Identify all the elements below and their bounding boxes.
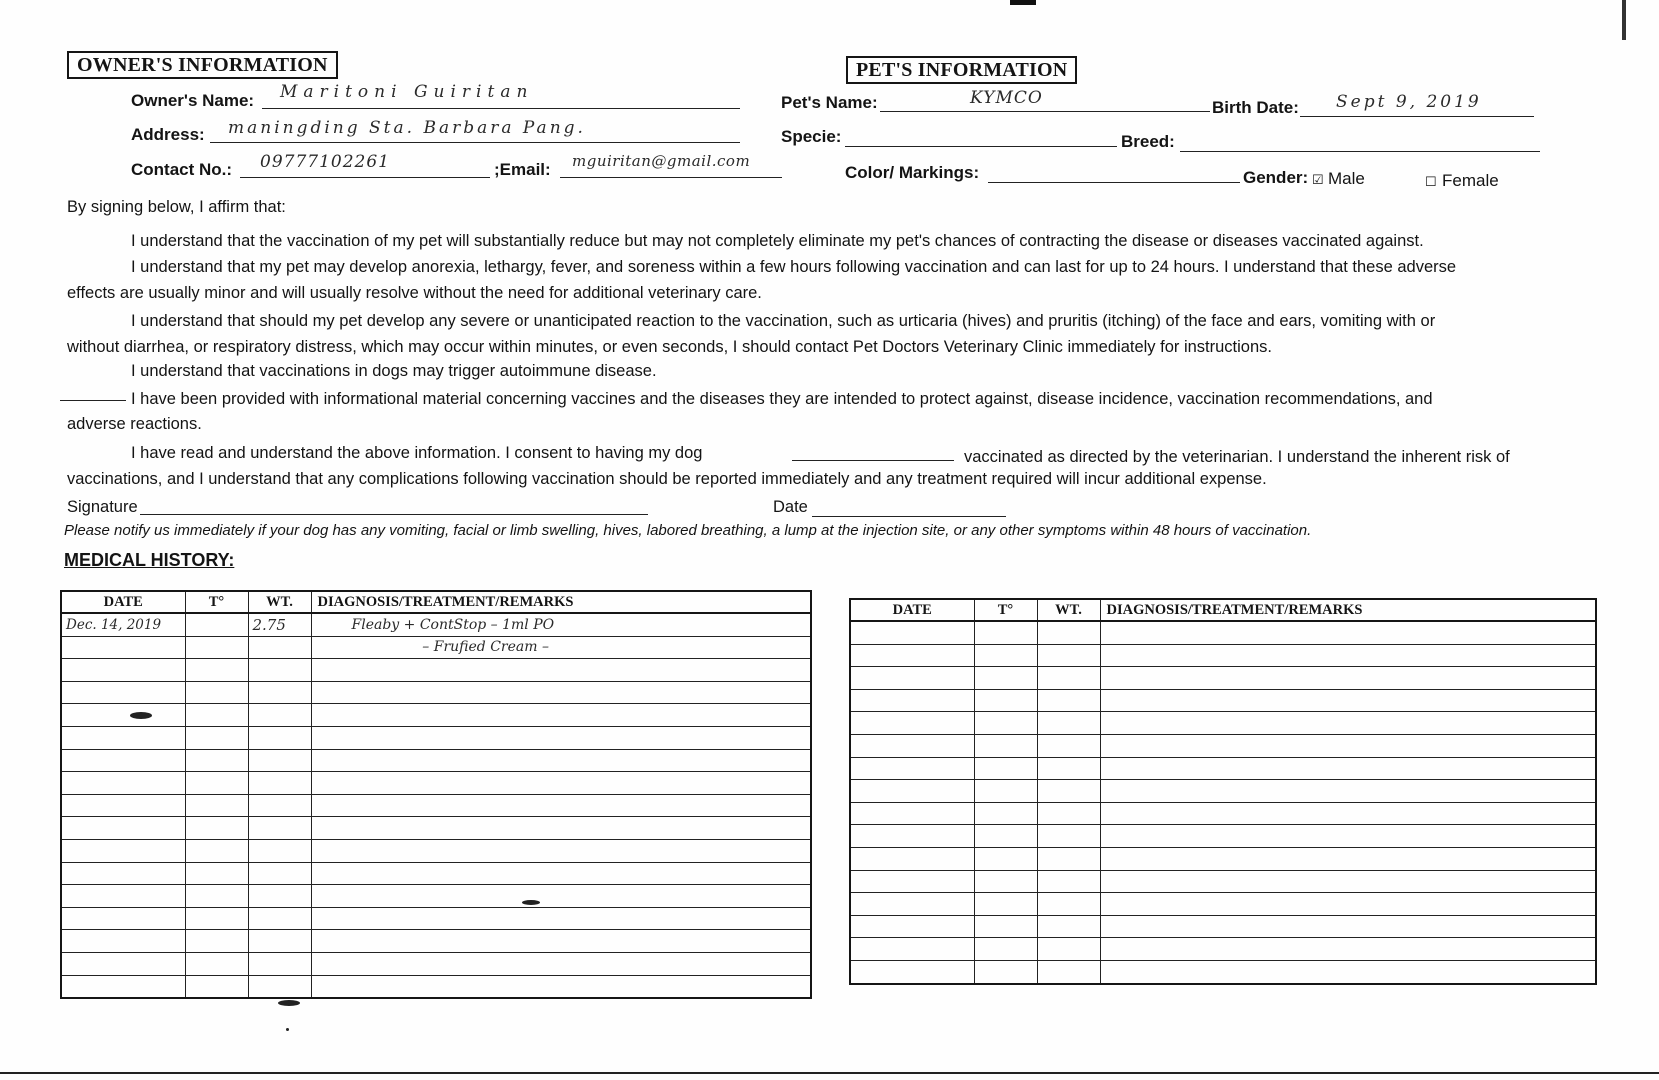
medical-history-table-left — [60, 590, 812, 999]
signature-label: Signature — [67, 498, 138, 516]
owner-name-value[interactable]: Maritoni Guiritan — [280, 82, 534, 102]
female-option-label: Female — [1442, 171, 1499, 190]
consent-paragraph-3-line-2: without diarrhea, or respiratory distress, which may occur within minutes, or even seconds, I should contact Pet Doctors Veterinary Clinic immediately for instructions. — [67, 338, 1272, 356]
date-line[interactable] — [812, 516, 1006, 517]
consent-intro: By signing below, I affirm that: — [67, 198, 286, 216]
owner-name-label: Owner's Name: — [131, 91, 255, 110]
color-markings-line — [988, 182, 1240, 183]
scan-edge-mark — [1622, 0, 1626, 40]
table-row — [850, 712, 1596, 735]
table-row — [61, 659, 811, 682]
table-row — [850, 734, 1596, 757]
consent-paragraph-3-line-1: I understand that should my pet develop any severe or unanticipated reaction to the vaccination, such as urticaria (hives) and pruritis (itching) of the face and ears, vomiting with or — [131, 312, 1436, 330]
owner-name-line — [262, 108, 740, 109]
table-row — [850, 893, 1596, 916]
table-row — [850, 780, 1596, 803]
row-remarks[interactable]: Fleaby + ContStop – 1ml PO — [311, 613, 811, 636]
table-row — [850, 757, 1596, 780]
female-checkbox[interactable]: ☐ — [1425, 174, 1437, 189]
table-row — [61, 636, 811, 659]
table-row — [61, 681, 811, 704]
table-row — [850, 689, 1596, 712]
pet-info-heading: PET'S INFORMATION — [846, 56, 1077, 84]
scan-speck — [278, 1000, 300, 1006]
table-row — [61, 975, 811, 998]
table-header-row — [850, 599, 1596, 621]
scan-speck — [522, 900, 540, 905]
table-row — [61, 839, 811, 862]
table-row — [61, 907, 811, 930]
medical-history-table-right — [849, 598, 1597, 985]
consent-paragraph-5-line-1: I have been provided with informational material concerning vaccines and the diseases they are intended to protect against, disease incidence, vaccination recommendations, and — [131, 390, 1433, 408]
consent-paragraph-2-line-2: effects are usually minor and will usually resolve without the need for additional veterinary care. — [67, 284, 762, 302]
table-row — [850, 644, 1596, 667]
table-row — [61, 930, 811, 953]
date-label: Date — [773, 498, 808, 516]
row-remarks[interactable]: – Frufied Cream – — [311, 636, 811, 659]
address-value[interactable]: maningding Sta. Barbara Pang. — [228, 118, 586, 138]
column-remarks: DIAGNOSIS/TREATMENT/REMARKS — [1100, 599, 1596, 621]
contact-value[interactable]: 09777102261 — [260, 152, 390, 172]
medical-history-title: MEDICAL HISTORY: — [64, 550, 235, 570]
color-markings-label: Color/ Markings: — [845, 163, 980, 182]
table-row — [850, 960, 1596, 983]
column-temperature: T° — [185, 591, 248, 613]
table-row — [850, 621, 1596, 644]
table-row — [850, 847, 1596, 870]
initial-line-p5 — [60, 400, 126, 401]
email-line — [560, 177, 782, 178]
table-header-row — [61, 591, 811, 613]
table-row — [850, 825, 1596, 848]
gender-label: Gender: — [1243, 168, 1309, 187]
breed-label: Breed: — [1121, 132, 1175, 151]
table-row — [61, 613, 811, 636]
column-date: DATE — [61, 591, 185, 613]
row-temp[interactable] — [185, 636, 248, 659]
consent-paragraph-5-line-2: adverse reactions. — [67, 415, 202, 433]
table-row — [61, 794, 811, 817]
column-weight: WT. — [1037, 599, 1100, 621]
row-weight[interactable]: 2.75 — [248, 613, 311, 636]
table-row — [850, 870, 1596, 893]
address-line — [210, 142, 740, 143]
scan-speck — [286, 1028, 289, 1031]
table-row — [850, 915, 1596, 938]
pet-name-label: Pet's Name: — [781, 93, 878, 112]
table-row — [61, 749, 811, 772]
consent-paragraph-6-line-2: vaccinations, and I understand that any complications following vaccination should be reported immediately and any treatment required will incur additional expense. — [67, 470, 1267, 488]
birth-date-line — [1300, 116, 1534, 117]
column-date: DATE — [850, 599, 974, 621]
table-row — [850, 667, 1596, 690]
address-label: Address: — [131, 125, 205, 144]
male-checkbox[interactable]: ☑ — [1312, 172, 1324, 187]
contact-label: Contact No.: — [131, 160, 233, 179]
table-row — [61, 817, 811, 840]
table-row — [850, 938, 1596, 961]
row-date[interactable]: Dec. 14, 2019 — [61, 613, 185, 636]
consent-paragraph-2-line-1: I understand that my pet may develop anorexia, lethargy, fever, and soreness within a few hours following vaccination and can last for up to 24 hours. I understand that these adverse — [131, 258, 1457, 276]
consent-paragraph-1: I understand that the vaccination of my pet will substantially reduce but may not completely eliminate my pet's chances of contracting the disease or diseases vaccinated against. — [131, 232, 1424, 250]
table-row — [850, 802, 1596, 825]
specie-line — [845, 146, 1117, 147]
table-row — [61, 726, 811, 749]
table-row — [61, 862, 811, 885]
contact-line — [240, 177, 490, 178]
table-row — [61, 704, 811, 727]
birth-date-value[interactable]: Sept 9, 2019 — [1336, 92, 1482, 112]
specie-label: Specie: — [781, 127, 842, 146]
table-row — [61, 772, 811, 795]
signature-line[interactable] — [140, 514, 648, 515]
pet-name-line — [880, 111, 1210, 112]
email-label: ;Email: — [494, 160, 551, 179]
row-temp[interactable] — [185, 613, 248, 636]
breed-line — [1180, 151, 1540, 152]
scan-speck — [130, 712, 152, 719]
scan-bottom-edge — [0, 1072, 1659, 1074]
table-row — [61, 885, 811, 908]
column-temperature: T° — [974, 599, 1037, 621]
consent-paragraph-6-part-2: vaccinated as directed by the veterinarian. I understand the inherent risk of — [964, 448, 1510, 466]
column-weight: WT. — [248, 591, 311, 613]
dog-name-line — [792, 460, 954, 461]
male-option-label: Male — [1328, 169, 1365, 188]
birth-date-label: Birth Date: — [1212, 98, 1299, 117]
pet-name-value[interactable]: KYMCO — [970, 88, 1043, 108]
column-remarks: DIAGNOSIS/TREATMENT/REMARKS — [311, 591, 811, 613]
scan-edge-mark — [1010, 0, 1036, 5]
row-weight[interactable] — [248, 636, 311, 659]
email-value[interactable]: mguiritan@gmail.com — [572, 152, 751, 170]
table-row — [61, 952, 811, 975]
row-date[interactable] — [61, 636, 185, 659]
consent-paragraph-4: I understand that vaccinations in dogs may trigger autoimmune disease. — [131, 362, 657, 380]
owner-info-heading: OWNER'S INFORMATION — [67, 51, 338, 79]
notify-notice: Please notify us immediately if your dog has any vomiting, facial or limb swelling, hives, labored breathing, a lump at the injection site, or any other symptoms within 48 hours of vaccination. — [64, 522, 1312, 539]
consent-paragraph-6-part-1: I have read and understand the above information. I consent to having my dog — [131, 444, 703, 462]
